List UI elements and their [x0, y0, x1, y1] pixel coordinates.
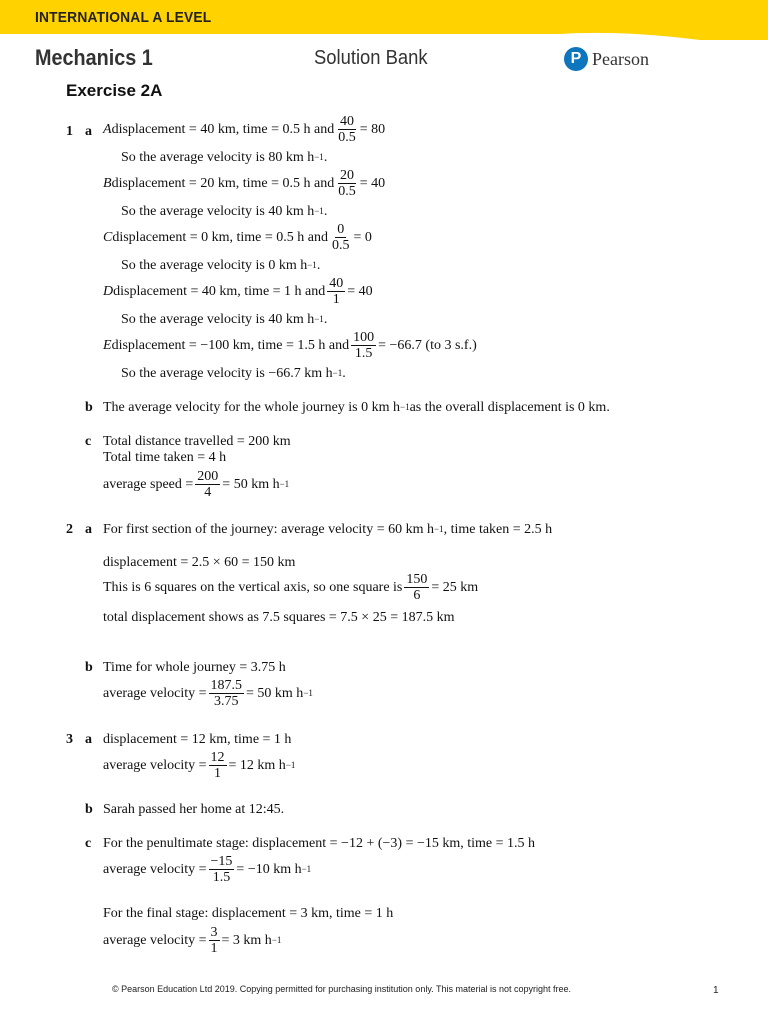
- numerator: 100: [353, 330, 375, 345]
- q3a-line-2: average velocity = $\frac{12}{1}$ = 12 km h $^{-1}$: [103, 750, 296, 781]
- q2b-result: = 50 km h: [246, 685, 304, 701]
- q2a-line-2: displacement = 2.5 × 60 = 150 km: [103, 555, 296, 570]
- conclusion-text: So the average velocity is 40 km h: [121, 204, 315, 219]
- question-number-1: 1: [66, 124, 73, 139]
- numerator: 187.5: [210, 678, 243, 693]
- page-subtitle: Solution Bank: [314, 47, 428, 69]
- numerator: 40: [329, 276, 344, 291]
- part-label-1b: b: [85, 400, 93, 415]
- q2a-text-end: , time taken = 2.5 h: [443, 522, 553, 537]
- q1a-A-conclusion: So the average velocity is 80 km h $^{-1}$ .: [121, 150, 328, 165]
- q1a-A-line: [103, 114, 385, 145]
- denominator: 1: [332, 292, 340, 307]
- fraction: [330, 222, 352, 253]
- q1a-A-text: displacement = 40 km, time = 0.5 h and: [111, 121, 335, 137]
- conclusion-text: So the average velocity is 80 km h: [121, 150, 315, 165]
- conclusion-text: So the average velocity is 0 km h: [121, 258, 308, 273]
- period: .: [342, 366, 346, 381]
- fraction: [336, 114, 358, 145]
- q1a-A-result: = 80: [359, 121, 386, 137]
- q1a-B-conclusion: So the average velocity is 40 km h $^{-1}$ .: [121, 204, 328, 219]
- q1b-text: The average velocity for the whole journey is 0 km h: [103, 400, 401, 415]
- q1c-line-3: average speed = $\frac{200}{4}$ = 50 km h $^{-1}$: [103, 469, 290, 500]
- part-label-2a: a: [85, 522, 92, 537]
- point-D-label: D: [103, 283, 114, 299]
- q2a-result: = 25 km: [431, 579, 479, 595]
- q3a-label: average velocity =: [103, 757, 207, 773]
- q2b-line-1: Time for whole journey = 3.75 h: [103, 660, 286, 675]
- q1a-C-result: = 0: [353, 229, 372, 245]
- numerator: 20: [339, 168, 354, 183]
- q3c-result-2: = 3 km h: [221, 932, 272, 948]
- q2a-square-text: This is 6 squares on the vertical axis, so one square is: [103, 579, 403, 595]
- q1c-result: = 50 km h: [222, 476, 280, 492]
- q3c-label: average velocity =: [103, 861, 207, 877]
- point-A-label: A: [103, 121, 112, 137]
- numerator: 40: [339, 114, 354, 129]
- denominator: 1.5: [212, 870, 231, 885]
- part-label-3c: c: [85, 836, 92, 851]
- q1a-D-result: = 40: [347, 283, 373, 299]
- denominator: 1: [214, 766, 222, 781]
- conclusion-text: So the average velocity is −66.7 km h: [121, 366, 333, 381]
- part-label-1c: c: [85, 434, 92, 449]
- q1a-C-line: [103, 222, 372, 253]
- q2b-label: average velocity =: [103, 685, 207, 701]
- part-label-2b: b: [85, 660, 93, 675]
- q3a-result: = 12 km h: [228, 757, 286, 773]
- q1a-E-text: displacement = −100 km, time = 1.5 h and: [111, 337, 350, 353]
- fraction: [404, 572, 429, 603]
- q3a-line-1: displacement = 12 km, time = 1 h: [103, 732, 292, 747]
- point-B-label: B: [103, 175, 112, 191]
- fraction: [351, 330, 376, 361]
- part-label-3a: a: [85, 732, 92, 747]
- numerator: 200: [197, 469, 219, 484]
- numerator: 150: [406, 572, 428, 587]
- period: .: [323, 204, 328, 219]
- part-label-1a: a: [85, 124, 92, 139]
- q1a-E-conclusion: So the average velocity is −66.7 km h $^{-1}$ .: [121, 366, 346, 381]
- q1a-D-line: [103, 276, 373, 307]
- fraction: [195, 469, 220, 500]
- fraction: [336, 168, 358, 199]
- denominator: 1: [210, 941, 218, 956]
- top-banner: [0, 0, 768, 40]
- footer-copyright: © Pearson Education Ltd 2019. Copying permitted for purchasing institution only. This material is not copyright free.: [112, 984, 572, 994]
- fraction: [209, 750, 227, 781]
- numerator: 3: [210, 925, 218, 940]
- q1c-label: average speed =: [103, 476, 194, 492]
- question-number-3: 3: [66, 732, 73, 747]
- denominator: 0.5: [331, 238, 350, 253]
- fraction: [209, 854, 235, 885]
- q3c-label-2: average velocity =: [103, 932, 207, 948]
- fraction: [327, 276, 345, 307]
- denominator: 0.5: [338, 130, 356, 145]
- denominator: 1.5: [354, 346, 373, 361]
- q1a-C-text: displacement = 0 km, time = 0.5 h and: [112, 229, 328, 245]
- pearson-logo-mark: P: [564, 47, 588, 71]
- q1a-B-result: = 40: [359, 175, 386, 191]
- period: .: [323, 150, 328, 165]
- q2a-text: For first section of the journey: average velocity = 60 km h: [103, 522, 434, 537]
- numerator: 0: [337, 222, 345, 237]
- point-C-label: C: [103, 229, 113, 245]
- numerator: −15: [210, 854, 233, 869]
- q3c-result: = −10 km h: [236, 861, 302, 877]
- q2a-line-4: total displacement shows as 7.5 squares = 7.5 × 25 = 187.5 km: [103, 610, 455, 625]
- q3c-line-3: For the final stage: displacement = 3 km, time = 1 h: [103, 906, 394, 921]
- q1c-line-1: Total distance travelled = 200 km: [103, 434, 291, 449]
- q1a-C-conclusion: So the average velocity is 0 km h $^{-1}$ .: [121, 258, 321, 273]
- pearson-logo-word: Pearson: [592, 48, 649, 69]
- q3c-line-1: For the penultimate stage: displacement = −12 + (−3) = −15 km, time = 1.5 h: [103, 836, 536, 851]
- fraction: [209, 925, 220, 956]
- fraction: [209, 678, 245, 709]
- q1b-text-end: as the overall displacement is 0 km.: [409, 400, 610, 415]
- q2b-line-2: average velocity = $\frac{187.5}{3.75}$ = 50 km h $^{-1}$: [103, 678, 313, 709]
- q1a-E-line: [103, 330, 477, 361]
- denominator: 3.75: [214, 694, 239, 709]
- conclusion-text: So the average velocity is 40 km h: [121, 312, 315, 327]
- q1c-line-2: Total time taken = 4 h: [103, 450, 227, 465]
- q2a-line-3: [103, 572, 478, 603]
- exercise-heading: Exercise 2A: [66, 81, 163, 100]
- q1a-B-line: [103, 168, 385, 199]
- q1a-B-text: displacement = 20 km, time = 0.5 h and: [111, 175, 335, 191]
- q2a-line-1: For first section of the journey: average velocity = 60 km h $^{-1}$ , time taken = 2.5 h: [103, 522, 553, 537]
- denominator: 4: [204, 485, 212, 500]
- period: .: [323, 312, 328, 327]
- banner-text: INTERNATIONAL A LEVEL: [35, 9, 212, 26]
- question-number-2: 2: [66, 522, 73, 537]
- point-E-label: E: [103, 337, 112, 353]
- q1a-E-result: = −66.7 (to 3 s.f.): [378, 337, 477, 353]
- pearson-logo: [564, 47, 649, 71]
- denominator: 0.5: [338, 184, 356, 199]
- q3c-line-4: average velocity = $\frac{3}{1}$ = 3 km h $^{-1}$: [103, 925, 282, 956]
- page-title: Mechanics 1: [35, 45, 153, 70]
- numerator: 12: [210, 750, 225, 765]
- q3c-line-2: average velocity = $\frac{-15}{1.5}$ = −10 km h $^{-1}$: [103, 854, 312, 885]
- q1b-line: The average velocity for the whole journey is 0 km h $^{-1}$ as the overall displacement is 0 km.: [103, 400, 610, 415]
- part-label-3b: b: [85, 802, 93, 817]
- q1a-D-conclusion: So the average velocity is 40 km h $^{-1}$ .: [121, 312, 328, 327]
- q3b-line: Sarah passed her home at 12:45.: [103, 802, 285, 817]
- q1a-D-text: displacement = 40 km, time = 1 h and: [113, 283, 326, 299]
- denominator: 6: [413, 588, 421, 603]
- page-number: 1: [713, 985, 719, 996]
- period: .: [316, 258, 321, 273]
